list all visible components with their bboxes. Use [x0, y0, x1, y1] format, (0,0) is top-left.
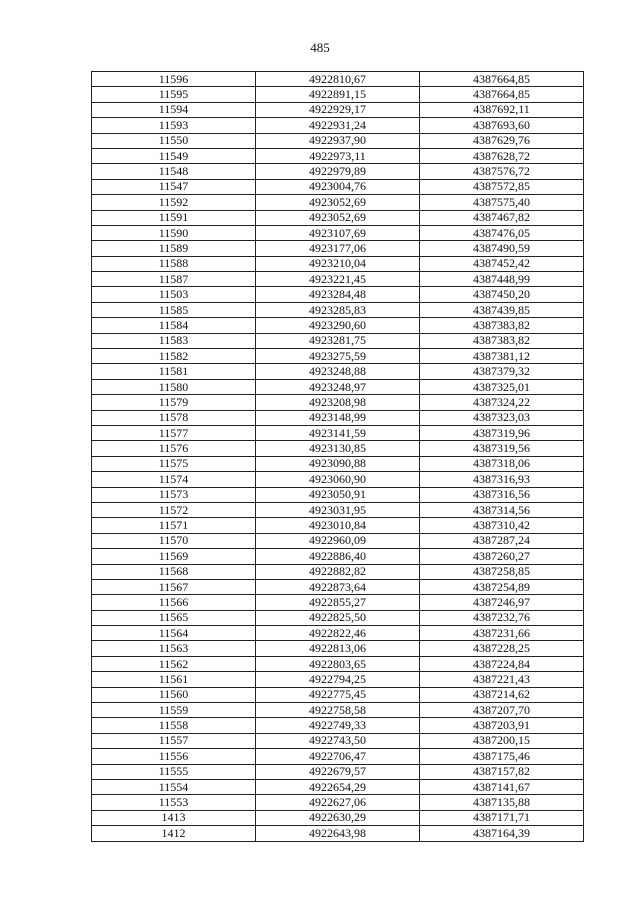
x-coordinate-cell: 4923141,59: [256, 425, 420, 440]
point-number-cell: 11548: [92, 164, 256, 179]
x-coordinate-cell: 4923130,85: [256, 441, 420, 456]
coordinates-table-body: [92, 72, 584, 842]
y-coordinate-cell: 4387664,85: [420, 87, 584, 102]
x-coordinate-cell: 4922813,06: [256, 641, 420, 656]
y-coordinate-cell: 4387572,85: [420, 179, 584, 194]
y-coordinate-cell: 4387260,27: [420, 549, 584, 564]
point-number-cell: 11572: [92, 502, 256, 517]
table-row: [92, 441, 584, 456]
x-coordinate-cell: 4922825,50: [256, 610, 420, 625]
table-row: [92, 379, 584, 394]
x-coordinate-cell: 4923275,59: [256, 349, 420, 364]
y-coordinate-cell: 4387171,71: [420, 810, 584, 825]
table-row: [92, 425, 584, 440]
x-coordinate-cell: 4922749,33: [256, 718, 420, 733]
y-coordinate-cell: 4387452,42: [420, 256, 584, 271]
point-number-cell: 11595: [92, 87, 256, 102]
table-row: [92, 333, 584, 348]
table-row: [92, 687, 584, 702]
point-number-cell: 11573: [92, 487, 256, 502]
x-coordinate-cell: 4922794,25: [256, 672, 420, 687]
y-coordinate-cell: 4387231,66: [420, 626, 584, 641]
table-row: [92, 533, 584, 548]
table-row: [92, 779, 584, 794]
y-coordinate-cell: 4387629,76: [420, 133, 584, 148]
x-coordinate-cell: 4923052,69: [256, 210, 420, 225]
y-coordinate-cell: 4387692,11: [420, 102, 584, 117]
table-row: [92, 733, 584, 748]
x-coordinate-cell: 4923290,60: [256, 318, 420, 333]
table-row: [92, 487, 584, 502]
point-number-cell: 11558: [92, 718, 256, 733]
y-coordinate-cell: 4387318,06: [420, 456, 584, 471]
x-coordinate-cell: 4923148,99: [256, 410, 420, 425]
table-row: [92, 472, 584, 487]
x-coordinate-cell: 4922810,67: [256, 72, 420, 87]
y-coordinate-cell: 4387576,72: [420, 164, 584, 179]
x-coordinate-cell: 4923010,84: [256, 518, 420, 533]
x-coordinate-cell: 4922882,82: [256, 564, 420, 579]
y-coordinate-cell: 4387664,85: [420, 72, 584, 87]
table-row: [92, 518, 584, 533]
y-coordinate-cell: 4387221,43: [420, 672, 584, 687]
x-coordinate-cell: 4922929,17: [256, 102, 420, 117]
point-number-cell: 11571: [92, 518, 256, 533]
point-number-cell: 11570: [92, 533, 256, 548]
y-coordinate-cell: 4387254,89: [420, 579, 584, 594]
point-number-cell: 11594: [92, 102, 256, 117]
table-row: [92, 164, 584, 179]
point-number-cell: 11553: [92, 795, 256, 810]
x-coordinate-cell: 4922743,50: [256, 733, 420, 748]
y-coordinate-cell: 4387316,56: [420, 487, 584, 502]
x-coordinate-cell: 4922706,47: [256, 749, 420, 764]
table-row: [92, 749, 584, 764]
x-coordinate-cell: 4923284,48: [256, 287, 420, 302]
x-coordinate-cell: 4923052,69: [256, 195, 420, 210]
x-coordinate-cell: 4923208,98: [256, 395, 420, 410]
point-number-cell: 11569: [92, 549, 256, 564]
table-row: [92, 564, 584, 579]
table-row: [92, 502, 584, 517]
table-row: [92, 703, 584, 718]
x-coordinate-cell: 4923248,97: [256, 379, 420, 394]
table-row: [92, 318, 584, 333]
point-number-cell: 11557: [92, 733, 256, 748]
point-number-cell: 11567: [92, 579, 256, 594]
point-number-cell: 11580: [92, 379, 256, 394]
point-number-cell: 11574: [92, 472, 256, 487]
y-coordinate-cell: 4387175,46: [420, 749, 584, 764]
table-row: [92, 364, 584, 379]
y-coordinate-cell: 4387207,70: [420, 703, 584, 718]
point-number-cell: 11563: [92, 641, 256, 656]
point-number-cell: 11503: [92, 287, 256, 302]
y-coordinate-cell: 4387325,01: [420, 379, 584, 394]
point-number-cell: 11554: [92, 779, 256, 794]
point-number-cell: 11584: [92, 318, 256, 333]
point-number-cell: 11565: [92, 610, 256, 625]
table-row: [92, 456, 584, 471]
y-coordinate-cell: 4387490,59: [420, 241, 584, 256]
point-number-cell: 11579: [92, 395, 256, 410]
y-coordinate-cell: 4387246,97: [420, 595, 584, 610]
point-number-cell: 11561: [92, 672, 256, 687]
point-number-cell: 11581: [92, 364, 256, 379]
table-row: [92, 626, 584, 641]
y-coordinate-cell: 4387157,82: [420, 764, 584, 779]
point-number-cell: 11590: [92, 225, 256, 240]
table-row: [92, 225, 584, 240]
x-coordinate-cell: 4922855,27: [256, 595, 420, 610]
point-number-cell: 11596: [92, 72, 256, 87]
x-coordinate-cell: 4923285,83: [256, 302, 420, 317]
point-number-cell: 1412: [92, 826, 256, 841]
point-number-cell: 11560: [92, 687, 256, 702]
x-coordinate-cell: 4922891,15: [256, 87, 420, 102]
table-row: [92, 718, 584, 733]
y-coordinate-cell: 4387135,88: [420, 795, 584, 810]
x-coordinate-cell: 4923004,76: [256, 179, 420, 194]
table-row: [92, 272, 584, 287]
x-coordinate-cell: 4923281,75: [256, 333, 420, 348]
x-coordinate-cell: 4923248,88: [256, 364, 420, 379]
table-row: [92, 72, 584, 87]
y-coordinate-cell: 4387228,25: [420, 641, 584, 656]
x-coordinate-cell: 4922679,57: [256, 764, 420, 779]
table-row: [92, 133, 584, 148]
table-row: [92, 764, 584, 779]
point-number-cell: 11547: [92, 179, 256, 194]
y-coordinate-cell: 4387383,82: [420, 333, 584, 348]
table-row: [92, 287, 584, 302]
point-number-cell: 11587: [92, 272, 256, 287]
y-coordinate-cell: 4387214,62: [420, 687, 584, 702]
point-number-cell: 11582: [92, 349, 256, 364]
y-coordinate-cell: 4387314,56: [420, 502, 584, 517]
point-number-cell: 1413: [92, 810, 256, 825]
y-coordinate-cell: 4387448,99: [420, 272, 584, 287]
point-number-cell: 11578: [92, 410, 256, 425]
table-row: [92, 118, 584, 133]
page-number: 485: [310, 40, 330, 55]
point-number-cell: 11592: [92, 195, 256, 210]
y-coordinate-cell: 4387200,15: [420, 733, 584, 748]
x-coordinate-cell: 4922973,11: [256, 148, 420, 163]
y-coordinate-cell: 4387450,20: [420, 287, 584, 302]
point-number-cell: 11583: [92, 333, 256, 348]
table-row: [92, 579, 584, 594]
y-coordinate-cell: 4387324,22: [420, 395, 584, 410]
y-coordinate-cell: 4387232,76: [420, 610, 584, 625]
table-row: [92, 595, 584, 610]
y-coordinate-cell: 4387575,40: [420, 195, 584, 210]
y-coordinate-cell: 4387467,82: [420, 210, 584, 225]
coordinates-table: [91, 71, 584, 842]
x-coordinate-cell: 4922960,09: [256, 533, 420, 548]
x-coordinate-cell: 4922643,98: [256, 826, 420, 841]
y-coordinate-cell: 4387693,60: [420, 118, 584, 133]
table-row: [92, 810, 584, 825]
table-row: [92, 302, 584, 317]
x-coordinate-cell: 4922627,06: [256, 795, 420, 810]
table-row: [92, 256, 584, 271]
y-coordinate-cell: 4387476,05: [420, 225, 584, 240]
table-row: [92, 395, 584, 410]
y-coordinate-cell: 4387310,42: [420, 518, 584, 533]
y-coordinate-cell: 4387379,32: [420, 364, 584, 379]
y-coordinate-cell: 4387319,56: [420, 441, 584, 456]
point-number-cell: 11591: [92, 210, 256, 225]
x-coordinate-cell: 4923090,88: [256, 456, 420, 471]
x-coordinate-cell: 4922979,89: [256, 164, 420, 179]
y-coordinate-cell: 4387628,72: [420, 148, 584, 163]
point-number-cell: 11550: [92, 133, 256, 148]
y-coordinate-cell: 4387287,24: [420, 533, 584, 548]
point-number-cell: 11568: [92, 564, 256, 579]
x-coordinate-cell: 4923107,69: [256, 225, 420, 240]
table-row: [92, 610, 584, 625]
table-row: [92, 102, 584, 117]
table-row: [92, 241, 584, 256]
x-coordinate-cell: 4923060,90: [256, 472, 420, 487]
table-row: [92, 210, 584, 225]
point-number-cell: 11589: [92, 241, 256, 256]
x-coordinate-cell: 4923221,45: [256, 272, 420, 287]
point-number-cell: 11577: [92, 425, 256, 440]
table-row: [92, 87, 584, 102]
y-coordinate-cell: 4387439,85: [420, 302, 584, 317]
point-number-cell: 11564: [92, 626, 256, 641]
x-coordinate-cell: 4922873,64: [256, 579, 420, 594]
x-coordinate-cell: 4922931,24: [256, 118, 420, 133]
point-number-cell: 11593: [92, 118, 256, 133]
x-coordinate-cell: 4922758,58: [256, 703, 420, 718]
y-coordinate-cell: 4387381,12: [420, 349, 584, 364]
x-coordinate-cell: 4922654,29: [256, 779, 420, 794]
y-coordinate-cell: 4387319,96: [420, 425, 584, 440]
x-coordinate-cell: 4923177,06: [256, 241, 420, 256]
y-coordinate-cell: 4387141,67: [420, 779, 584, 794]
y-coordinate-cell: 4387258,85: [420, 564, 584, 579]
table-row: [92, 795, 584, 810]
x-coordinate-cell: 4922630,29: [256, 810, 420, 825]
point-number-cell: 11585: [92, 302, 256, 317]
point-number-cell: 11562: [92, 656, 256, 671]
x-coordinate-cell: 4922822,46: [256, 626, 420, 641]
point-number-cell: 11566: [92, 595, 256, 610]
y-coordinate-cell: 4387224,84: [420, 656, 584, 671]
table-row: [92, 656, 584, 671]
x-coordinate-cell: 4922886,40: [256, 549, 420, 564]
x-coordinate-cell: 4923050,91: [256, 487, 420, 502]
table-row: [92, 549, 584, 564]
x-coordinate-cell: 4922937,90: [256, 133, 420, 148]
point-number-cell: 11559: [92, 703, 256, 718]
y-coordinate-cell: 4387323,03: [420, 410, 584, 425]
y-coordinate-cell: 4387383,82: [420, 318, 584, 333]
y-coordinate-cell: 4387316,93: [420, 472, 584, 487]
table-row: [92, 179, 584, 194]
x-coordinate-cell: 4923210,04: [256, 256, 420, 271]
table-row: [92, 410, 584, 425]
x-coordinate-cell: 4922775,45: [256, 687, 420, 702]
x-coordinate-cell: 4922803,65: [256, 656, 420, 671]
point-number-cell: 11575: [92, 456, 256, 471]
point-number-cell: 11556: [92, 749, 256, 764]
y-coordinate-cell: 4387203,91: [420, 718, 584, 733]
table-row: [92, 148, 584, 163]
table-row: [92, 641, 584, 656]
table-row: [92, 672, 584, 687]
point-number-cell: 11576: [92, 441, 256, 456]
x-coordinate-cell: 4923031,95: [256, 502, 420, 517]
point-number-cell: 11555: [92, 764, 256, 779]
table-row: [92, 826, 584, 841]
y-coordinate-cell: 4387164,39: [420, 826, 584, 841]
point-number-cell: 11588: [92, 256, 256, 271]
table-row: [92, 349, 584, 364]
table-row: [92, 195, 584, 210]
point-number-cell: 11549: [92, 148, 256, 163]
